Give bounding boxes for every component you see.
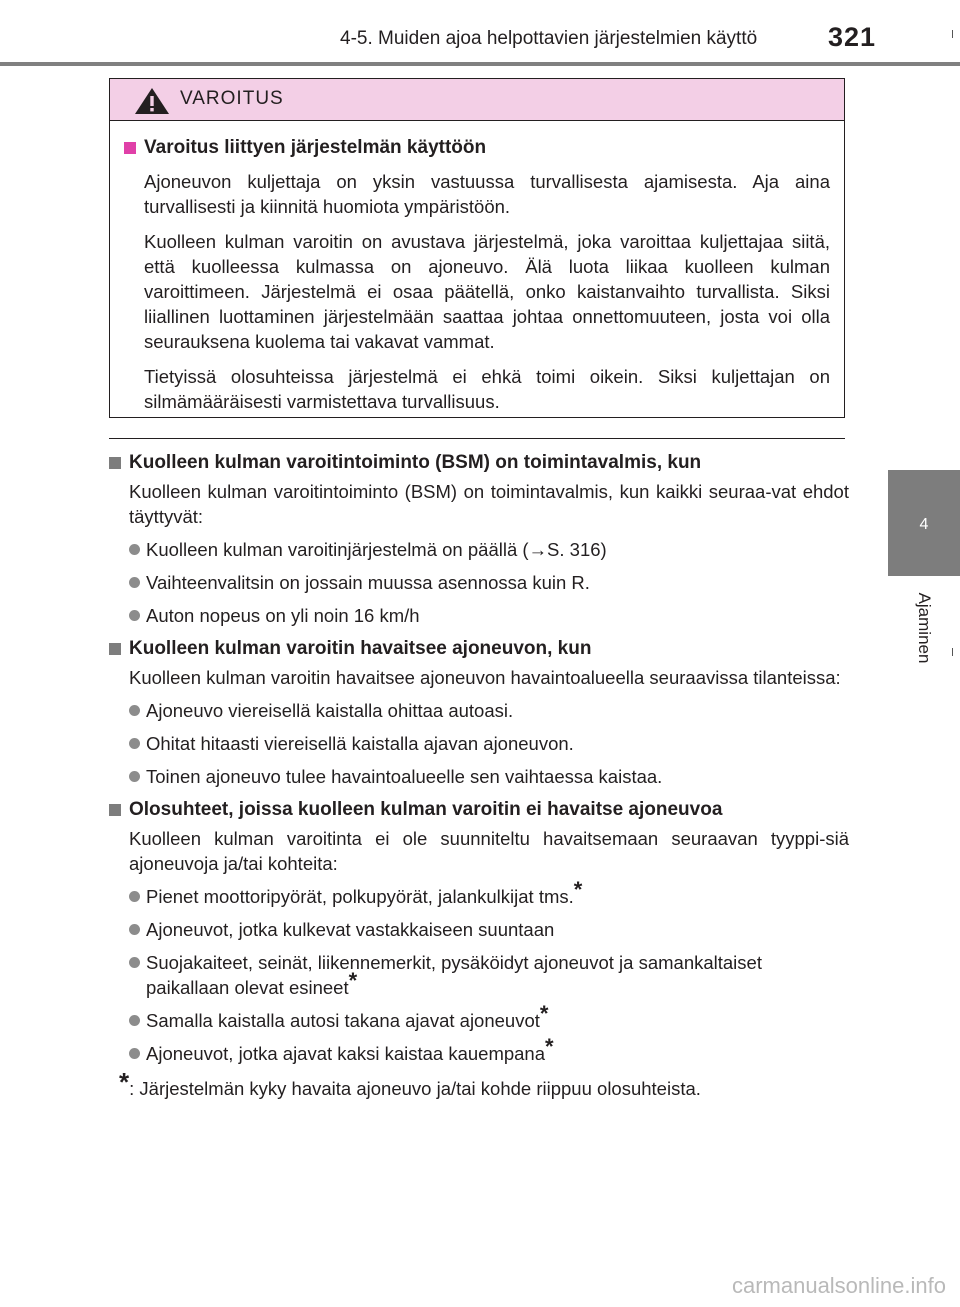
gray-square-icon bbox=[109, 457, 121, 469]
section-divider bbox=[109, 438, 845, 439]
asterisk-mark: * bbox=[545, 1034, 554, 1059]
warning-paragraph: Kuolleen kulman varoitin on avustava järjestelmä, joka varoittaa kuljettajaa siitä, että kuolleessa kulmassa on ajoneuvo. Älä luota liikaa kuolleen kulman varoittimeen. Järjestelmä ei osaa päätellä, onko kaistanvaihto turvallista. Siksi liiallinen luottaminen järjestelmään saattaa johtaa onnettomuuteen, josta voi olla seurauksena kuolema tai vakavat vammat. bbox=[144, 231, 830, 352]
bullet-dot-icon bbox=[129, 771, 140, 782]
bullet-dot-icon bbox=[129, 705, 140, 716]
warning-body bbox=[124, 135, 830, 424]
bullet-dot-icon bbox=[129, 544, 140, 555]
asterisk-mark: * bbox=[573, 877, 583, 902]
bullet-dot-icon bbox=[129, 1048, 140, 1059]
bullet-dot-icon bbox=[129, 891, 140, 902]
warning-triangle-icon bbox=[134, 87, 170, 115]
warning-paragraph: Tietyissä olosuhteissa järjestelmä ei ehkä toimi oikein. Siksi kuljettajan on silmämääräisesti varmistettava turvallisuus. bbox=[144, 366, 830, 412]
bullet-dot-icon bbox=[129, 924, 140, 935]
asterisk-mark: * bbox=[348, 968, 358, 993]
section-title: Olosuhteet, joissa kuolleen kulman varoitin ei havaitse ajoneuvoa bbox=[109, 797, 849, 823]
gray-square-icon bbox=[109, 804, 121, 816]
warning-section-title: Varoitus liittyen järjestelmän käyttöön bbox=[124, 135, 830, 161]
list-item: Toinen ajoneuvo tulee havaintoalueelle sen vaihtaessa kaistaa. bbox=[129, 764, 849, 789]
watermark: carmanualsonline.info bbox=[731, 1273, 946, 1298]
warning-paragraph: Ajoneuvon kuljettaja on yksin vastuussa turvallisesta ajamisesta. Aja aina turvallisesti ja kiinnitä huomiota ympäristöön. bbox=[144, 171, 830, 217]
list-item: Ajoneuvot, jotka kulkevat vastakkaiseen suuntaan bbox=[129, 917, 849, 942]
footnote-mark: * bbox=[119, 1067, 130, 1097]
section-not-detected bbox=[109, 797, 849, 1066]
asterisk-mark: * bbox=[539, 1001, 549, 1026]
warning-box bbox=[109, 78, 845, 418]
list-item: Ajoneuvot, jotka ajavat kaksi kaistaa kauempana* bbox=[129, 1041, 849, 1066]
crop-mark bbox=[952, 648, 953, 656]
list-item: Ajoneuvo viereisellä kaistalla ohittaa autoasi. bbox=[129, 698, 849, 723]
chapter-label bbox=[888, 578, 960, 688]
list-item: Suojakaiteet, seinät, liikennemerkit, pysäköidyt ajoneuvot ja samankaltaiset paikallaan olevat esineet* bbox=[129, 950, 849, 1000]
list-item: Ohitat hitaasti viereisellä kaistalla ajavan ajoneuvon. bbox=[129, 731, 849, 756]
list-item: Auton nopeus on yli noin 16 km/h bbox=[129, 603, 849, 628]
header-rule bbox=[0, 62, 960, 66]
list-item: Vaihteenvalitsin on jossain muussa asennossa kuin R. bbox=[129, 570, 849, 595]
section-intro: Kuolleen kulman varoitinta ei ole suunniteltu havaitsemaan seuraavan tyyppi-siä ajoneuvoja ja/tai kohteita: bbox=[129, 828, 849, 874]
bullet-dot-icon bbox=[129, 577, 140, 588]
warning-header bbox=[110, 79, 844, 121]
crop-mark bbox=[952, 30, 953, 38]
bullet-dot-icon bbox=[129, 610, 140, 621]
list-item: Kuolleen kulman varoitinjärjestelmä on päällä (→S. 316) bbox=[129, 537, 849, 562]
chapter-tab bbox=[888, 470, 960, 576]
section-title: Kuolleen kulman varoitintoiminto (BSM) on toimintavalmis, kun bbox=[109, 450, 849, 476]
section-intro: Kuolleen kulman varoitin havaitsee ajoneuvon havaintoalueella seuraavissa tilanteissa: bbox=[129, 667, 841, 688]
section-detection bbox=[109, 636, 849, 789]
warning-title: VAROITUS bbox=[180, 88, 284, 109]
footnote-text: : Järjestelmän kyky havaita ajoneuvo ja/tai kohde riippuu olosuhteista. bbox=[129, 1078, 701, 1099]
footnote bbox=[119, 1067, 849, 1101]
list-item: Pienet moottoripyörät, polkupyörät, jalankulkijat tms.* bbox=[129, 884, 849, 909]
list-item: Samalla kaistalla autosi takana ajavat ajoneuvot* bbox=[129, 1008, 849, 1033]
bullet-dot-icon bbox=[129, 957, 140, 968]
chapter-label-text: Ajaminen bbox=[915, 592, 934, 664]
main-content bbox=[109, 450, 849, 1101]
pink-square-icon bbox=[124, 142, 136, 154]
page-number: 321 bbox=[828, 22, 877, 52]
section-bsm-ready bbox=[109, 450, 849, 628]
bullet-dot-icon bbox=[129, 1015, 140, 1026]
gray-square-icon bbox=[109, 643, 121, 655]
bullet-dot-icon bbox=[129, 738, 140, 749]
section-title: Kuolleen kulman varoitin havaitsee ajoneuvon, kun bbox=[109, 636, 849, 662]
section-intro: Kuolleen kulman varoitintoiminto (BSM) on toimintavalmis, kun kaikki seuraa-vat ehdot täyttyvät: bbox=[129, 481, 849, 527]
running-header: 4-5. Muiden ajoa helpottavien järjestelmien käyttö bbox=[340, 28, 758, 49]
chapter-number: 4 bbox=[919, 516, 929, 533]
